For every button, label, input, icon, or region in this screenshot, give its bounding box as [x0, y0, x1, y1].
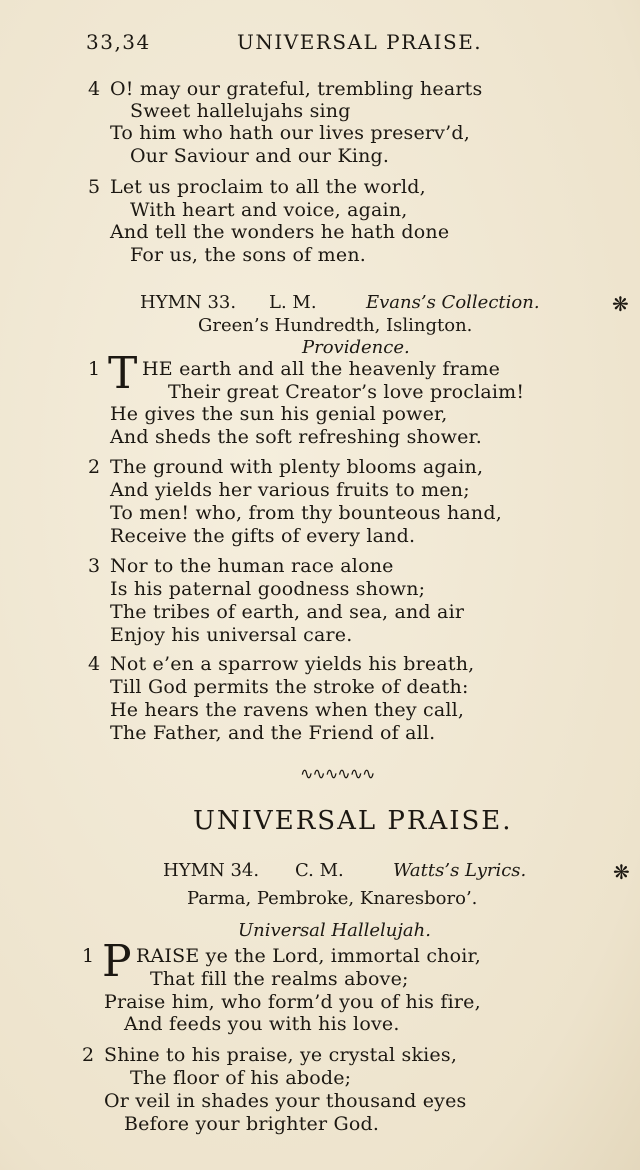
verse-number: 1 — [88, 358, 101, 380]
verse-line: Till God permits the stroke of death: — [110, 676, 469, 698]
verse-line: And yields her various fruits to men; — [110, 479, 470, 501]
verse-line: And sheds the soft refreshing shower. — [110, 426, 482, 448]
verse-line: That fill the realms above; — [150, 968, 409, 990]
verse-line: To men! who, from thy bounteous hand, — [110, 502, 502, 524]
verse-line: Not e’en a sparrow yields his breath, — [110, 653, 475, 675]
hymn-subject: Universal Hallelujah. — [238, 920, 431, 941]
verse-line: And feeds you with his love. — [124, 1013, 400, 1035]
verse-number: 5 — [88, 176, 101, 198]
verse-line: Our Saviour and our King. — [130, 145, 390, 167]
verse-line: The floor of his abode; — [130, 1067, 352, 1089]
verse-line: Is his paternal goodness shown; — [110, 578, 426, 600]
page-numbers: 33,34 — [86, 30, 151, 54]
verse-line: Shine to his praise, ye crystal skies, — [104, 1044, 458, 1066]
verse-number: 1 — [82, 945, 95, 967]
verse-number: 3 — [88, 555, 101, 577]
hymn-subject: Providence. — [302, 337, 410, 358]
verse-number: 4 — [88, 78, 101, 100]
verse-line: The tribes of earth, and sea, and air — [110, 601, 465, 623]
verse-line: To him who hath our lives preserv’d, — [110, 122, 470, 144]
ornament-icon: ❋ — [613, 860, 630, 884]
verse-line: Or veil in shades your thousand eyes — [104, 1090, 467, 1112]
hymn-heading: HYMN 34. — [163, 860, 260, 881]
verse-line: Nor to the human race alone — [110, 555, 394, 577]
verse-line: And tell the wonders he hath done — [110, 221, 450, 243]
verse-line: Their great Creator’s love proclaim! — [168, 381, 525, 403]
section-title: UNIVERSAL PRAISE. — [193, 806, 513, 836]
verse-line: The Father, and the Friend of all. — [110, 722, 436, 744]
verse-line: Before your brighter God. — [124, 1113, 380, 1135]
verse-line: Enjoy his universal care. — [110, 624, 353, 646]
verse-number: 4 — [88, 653, 101, 675]
verse-number: 2 — [82, 1044, 95, 1066]
verse-line: For us, the sons of men. — [130, 244, 366, 266]
verse-line: Receive the gifts of every land. — [110, 525, 416, 547]
verse-line: He gives the sun his genial power, — [110, 403, 448, 425]
running-title: UNIVERSAL PRAISE. — [237, 30, 483, 54]
hymn-source: Watts’s Lyrics. — [393, 860, 527, 881]
verse-line: Sweet hallelujahs sing — [130, 100, 351, 122]
ornament-icon: ❋ — [612, 292, 629, 316]
hymn-heading: HYMN 33. — [140, 292, 237, 313]
drop-cap: T — [108, 348, 138, 399]
hymn-meter: L. M. — [269, 292, 317, 313]
divider-ornament: ∿∿∿∿∿∿ — [300, 764, 375, 783]
verse-line: HE earth and all the heavenly frame — [142, 358, 501, 380]
verse-line: RAISE ye the Lord, immortal choir, — [136, 945, 481, 967]
verse-line: The ground with plenty blooms again, — [110, 456, 484, 478]
verse-line: Let us proclaim to all the world, — [110, 176, 426, 198]
hymn-meter: C. M. — [295, 860, 344, 881]
verse-line: With heart and voice, again, — [130, 199, 408, 221]
hymn-tunes: Green’s Hundredth, Islington. — [198, 315, 473, 336]
verse-line: O! may our grateful, trembling hearts — [110, 78, 483, 100]
hymn-source: Evans’s Collection. — [366, 292, 540, 313]
drop-cap: P — [102, 936, 132, 987]
verse-line: Praise him, who form’d you of his fire, — [104, 991, 481, 1013]
verse-line: He hears the ravens when they call, — [110, 699, 465, 721]
hymn-tunes: Parma, Pembroke, Knaresboro’. — [187, 888, 478, 909]
verse-number: 2 — [88, 456, 101, 478]
